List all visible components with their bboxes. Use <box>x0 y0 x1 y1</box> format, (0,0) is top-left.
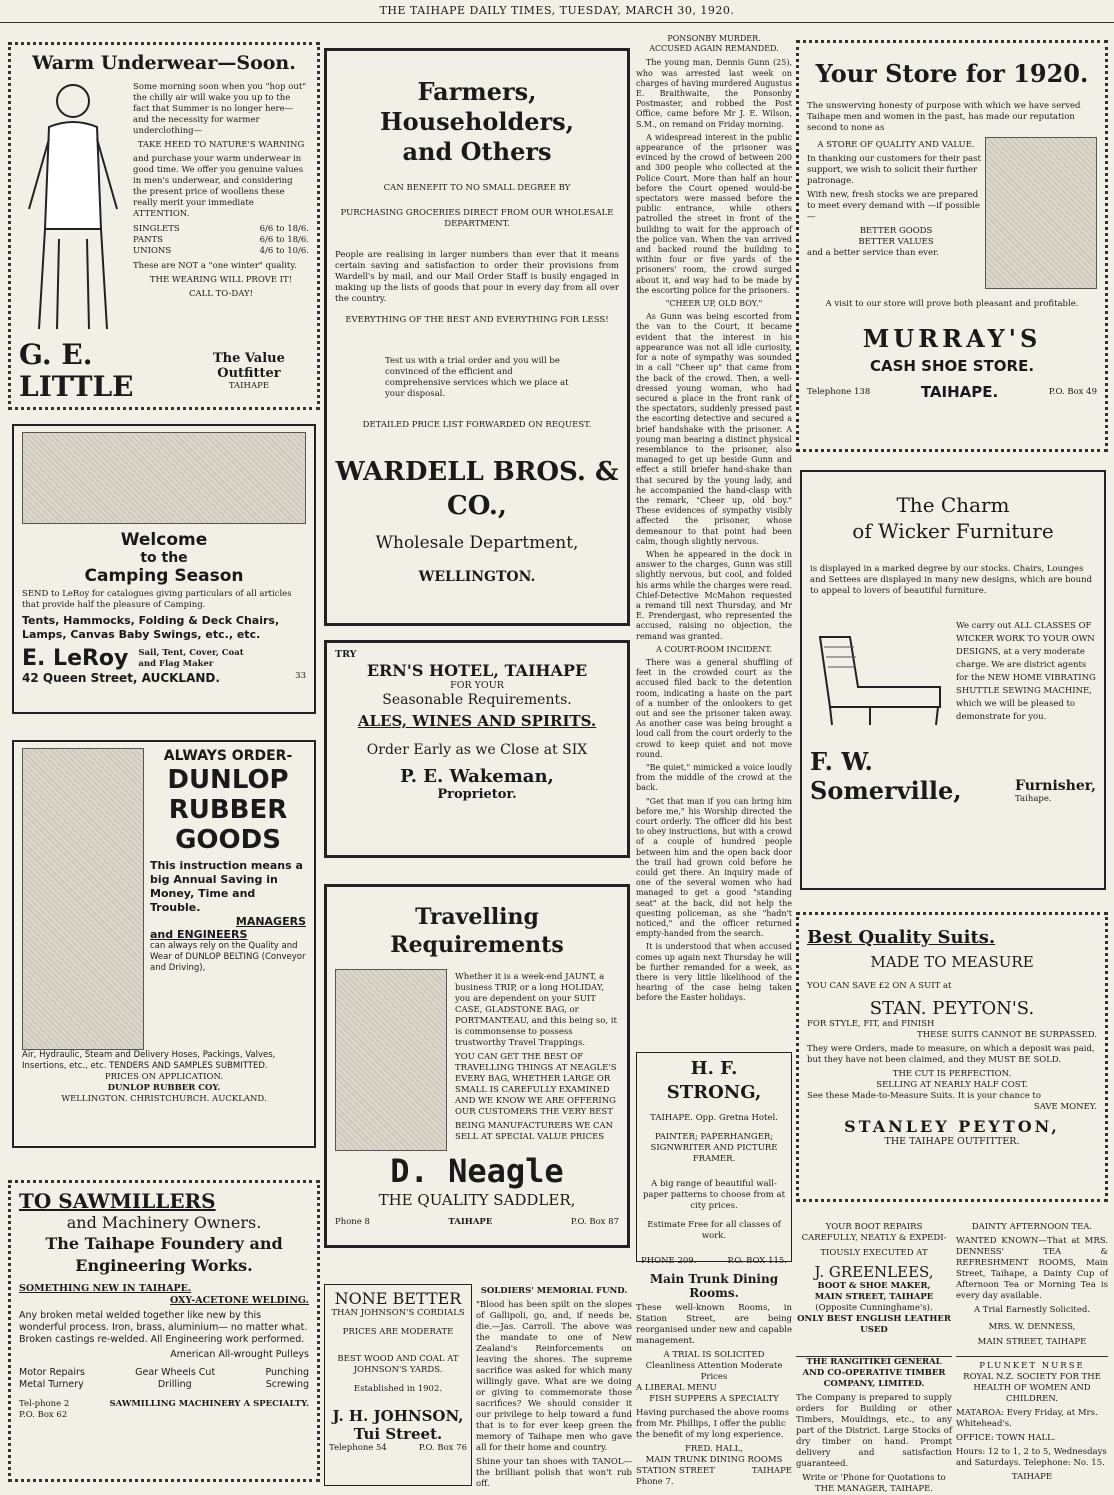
somerville-town: Taihape. <box>1015 794 1052 804</box>
wardell-head-1: Farmers, Householders, <box>379 77 575 136</box>
price-row <box>133 224 309 235</box>
leroy-send: SEND to LeRoy for catalogues giving particulars of all articles that provide half the pleasure of Camping. <box>22 589 292 610</box>
dining-body: These well-known Rooms, in Station Street, are being reorganised under new and capable management. <box>636 1303 792 1346</box>
murray-better-3: and a better service than ever. <box>807 248 939 258</box>
price-range: 6/6 to 18/6. <box>259 224 309 234</box>
ad-afternoon-tea <box>956 1222 1108 1354</box>
peyton-outfitter: THE TAIHAPE OUTFITTER. <box>884 1136 1020 1147</box>
little-call: CALL TO-DAY! <box>188 289 254 299</box>
dining-trial: A TRIAL IS SOLICITED <box>663 1350 765 1360</box>
plunket-town: TAIHAPE <box>1011 1472 1053 1482</box>
greenlees-line-4: BOOT & SHOE MAKER, <box>817 1281 931 1291</box>
news-sub: ACCUSED AGAIN REMANDED. <box>649 44 779 54</box>
murray-store: A STORE OF QUALITY AND VALUE. <box>817 140 975 150</box>
foundry-phone: Tel-phone 2 <box>19 1399 70 1409</box>
strong-range: A big range of beautiful wall-paper patterns to choose from at city prices. <box>642 1179 786 1211</box>
ad-murray <box>796 40 1108 452</box>
somerville-head-1: The Charm <box>896 493 1010 517</box>
murray-phone: Telephone 138 <box>807 386 871 397</box>
wardell-head-2: and Others <box>402 137 552 166</box>
rangitikei-body: The Company is prepared to supply orders for Building or other Timbers, Mouldings, etc., to any part of the District. Large Stocks of dry timber on hand. Prompt delivery and satisfaction guaranteed. <box>796 1393 952 1469</box>
neagle-town: TAIHAPE <box>448 1217 493 1227</box>
little-prove: THE WEARING WILL PROVE IT! <box>149 275 293 285</box>
wardell-dept: Wholesale Department, <box>375 533 579 553</box>
rangitikei-manager: THE MANAGER, TAIHAPE. <box>814 1484 934 1494</box>
little-town: TAIHAPE <box>228 380 270 391</box>
dining-body-2: Having purchased the above rooms from Mr. Phillips, I offer the public the benefit of my long experience. <box>636 1408 789 1440</box>
foundry-item: Motor Repairs <box>19 1367 85 1378</box>
hotel-seasonable: Seasonable Requirements. <box>382 692 572 708</box>
ad-wardell <box>324 48 630 626</box>
foundry-body: Any broken metal welded together like new by this wonderful process. Iron, brass, aluminium— no matter what. Broken castings re-welded. All Engineering work performed. <box>19 1310 308 1345</box>
ad-plunket <box>956 1356 1108 1487</box>
plunket-body: MATAROA: Every Friday, at Mrs. Whitehead's. <box>956 1408 1098 1429</box>
neagle-sub: THE QUALITY SADDLER, <box>378 1191 576 1209</box>
strong-addr: TAIHAPE. Opp. Gretna Hotel. <box>650 1113 778 1123</box>
greenlees-line-3: TIOUSLY EXECUTED AT <box>820 1248 928 1258</box>
dunlop-instruction: This instruction means a big Annual Saving in Money, Time and Trouble. <box>150 859 303 914</box>
strong-trade: PAINTER; PAPERHANGER; SIGNWRITER AND PICTURE FRAMER. <box>650 1132 778 1164</box>
ad-neagle <box>324 884 630 1248</box>
dunlop-corp: DUNLOP RUBBER COY. <box>107 1083 221 1093</box>
neagle-name: D. Neagle <box>390 1152 564 1190</box>
foundry-item: Drilling <box>157 1379 192 1390</box>
peyton-half: SELLING AT NEARLY HALF COST. <box>876 1080 1028 1090</box>
rangitikei-write: Write or 'Phone for Quotations to <box>802 1473 946 1483</box>
dining-head-2: Rooms. <box>689 1286 739 1300</box>
wardell-can: CAN BENEFIT TO NO SMALL DEGREE BY <box>383 183 571 193</box>
johnson-est: Established in 1902. <box>353 1384 443 1394</box>
tea-head: DAINTY AFTERNOON TEA. <box>971 1222 1093 1232</box>
little-heed: TAKE HEED TO NATURE'S WARNING <box>137 140 305 150</box>
wardell-detailed: DETAILED PRICE LIST FORWARDED ON REQUEST. <box>362 420 592 430</box>
johnson-name: J. H. JOHNSON, <box>332 1407 464 1425</box>
murray-intro: The unswerving honesty of purpose with which we have served Taihape men and women in the past, has made our reputation second to none as <box>807 101 1081 133</box>
leroy-season: Camping Season <box>84 566 244 586</box>
johnson-coal: BEST WOOD AND COAL AT JOHNSON'S YARDS. <box>337 1354 459 1375</box>
leroy-name: E. LeRoy <box>22 646 129 671</box>
peyton-surpass: THESE SUITS CANNOT BE SURPASSED. <box>917 1030 1097 1040</box>
neagle-body-3: BEING MANUFACTURERS WE CAN SELL AT SPECIAL VALUE PRICES <box>455 1121 614 1142</box>
foundry-item: Punching <box>265 1367 309 1378</box>
peyton-body: They were Orders, made to measure, on which a deposit was paid, but they have not been claimed, and they MUST BE SOLD. <box>807 1044 1095 1065</box>
dining-phone: Phone 7. <box>636 1477 674 1487</box>
tea-street: MAIN STREET, TAIHAPE <box>977 1337 1087 1347</box>
dunlop-cities: WELLINGTON. CHRISTCHURCH. AUCKLAND. <box>61 1094 267 1104</box>
dunlop-managers: MANAGERS <box>235 915 306 928</box>
ad-dining <box>636 1272 792 1486</box>
neagle-man-illustration <box>335 969 447 1151</box>
strong-name: H. F. STRONG, <box>666 1058 762 1103</box>
news-incident: A COURT-ROOM INCIDENT. <box>656 644 772 654</box>
johnson-phone: Telephone 54 <box>329 1443 387 1453</box>
dunlop-always: ALWAYS ORDER- <box>163 748 293 764</box>
dining-head-1: Main Trunk Dining <box>649 1272 779 1286</box>
dunlop-brand-3: GOODS <box>175 825 281 855</box>
plunket-society: ROYAL N.Z. SOCIETY FOR THE HEALTH OF WOMEN AND CHILDREN. <box>963 1372 1101 1404</box>
murray-ladies-illustration <box>985 137 1097 289</box>
ad-peyton <box>796 912 1108 1202</box>
price-range: 6/6 to 18/6. <box>259 235 309 245</box>
strong-box: P.O. BOX 115. <box>727 1256 787 1266</box>
tea-name: MRS. W. DENNESS, <box>988 1322 1076 1332</box>
little-quality: These are NOT a "one winter" quality. <box>133 261 297 271</box>
ad-johnson <box>324 1284 472 1486</box>
news-p5: There was a general shuffling of feet in the crowded court as the accused filed back to the detention room, indicating a haste on the part of a number of the onlookers to get out and see the prisoner taken away. As another case was being brought a loud call from the court orderly to the crowd to keep quiet and not move round. <box>636 657 792 759</box>
hotel-title: Proprietor. <box>437 787 517 802</box>
hotel-ales: ALES, WINES AND SPIRITS. <box>357 712 597 730</box>
greenlees-line-6: (Opposite Cunninghame's). <box>815 1303 933 1313</box>
foundry-item: Gear Wheels Cut <box>135 1367 216 1378</box>
article-memorial <box>476 1286 632 1489</box>
murray-better-2: BETTER VALUES <box>858 237 934 247</box>
news-p3: As Gunn was being escorted from the van to the Court, it became evident that the interest in his appearance was not all idle curiosity, for a note of sympathy was sounded in a call "Cheer up" that came from the back of the crowd. Then, a well-dressed young woman, who had secured a place in the front rank of the spectators, suddenly pressed past the escorting detective and secured a brief handshake with the prisoner. A young man bearing a distinct physical resemblance to the prisoner, also managed to get up beside Gunn and effect a still briefer hand-shake than that secured by the young lady, and he accompanied the hand-clasp with the remark, "Cheer up, old boy." These evidences of sympathy visibly affected the prisoner, whose demeanour to that point had been calm, though slightly nervous. <box>636 312 792 546</box>
dining-menu: A LIBERAL MENU <box>636 1383 717 1393</box>
plunket-head: PLUNKET NURSE <box>979 1361 1085 1371</box>
wicker-chair-illustration <box>810 617 948 727</box>
little-title: Warm Underwear—Soon. <box>32 52 296 74</box>
wardell-every: EVERYTHING OF THE BEST AND EVERYTHING FOR LESS! <box>345 315 609 325</box>
peyton-save: YOU CAN SAVE £2 ON A SUIT at <box>807 981 952 991</box>
little-tagline: The Value Outfitter <box>212 350 285 381</box>
dining-street: STATION STREET <box>636 1466 715 1476</box>
ad-greenlees <box>796 1222 952 1352</box>
neagle-phone: Phone 8 <box>335 1217 370 1227</box>
peyton-money: SAVE MONEY. <box>1033 1102 1097 1112</box>
ad-little <box>8 42 320 410</box>
somerville-body: We carry out ALL CLASSES OF WICKER WORK TO YOUR OWN DESIGNS, at a very moderate charge. We are district agents for the NEW HOME VIBRATING SHUTTLE SEWING MACHINE, which we will be pleased to demonstrate for you. <box>956 621 1096 722</box>
little-name: G. E. LITTLE <box>19 338 134 403</box>
news-p8: It is understood that when accused comes up again next Thursday he will be further remanded for a week, as there is very little likelihood of the hearing of the case being taken before the Easter holidays. <box>636 942 792 1003</box>
foundry-specialty: SAWMILLING MACHINERY A SPECIALTY. <box>109 1399 309 1409</box>
somerville-head-2: of Wicker Furniture <box>852 519 1054 543</box>
price-range: 4/6 to 10/6. <box>259 246 309 256</box>
price-row <box>133 246 309 257</box>
dining-owner: FRED. HALL, <box>685 1444 743 1454</box>
foundry-item: Metal Turnery <box>19 1379 84 1390</box>
johnson-cordials: THAN JOHNSON'S CORDIALS <box>331 1308 465 1318</box>
hotel-order: Order Early as we Close at SIX <box>366 742 588 758</box>
hotel-name: ERN'S HOTEL, TAIHAPE <box>366 661 588 680</box>
dunlop-worker-illustration <box>22 748 144 1050</box>
wardell-name: WARDELL BROS. & CO., <box>335 457 619 521</box>
plunket-hours: Hours: 12 to 1, 2 to 5, Wednesdays and Saturdays. Telephone: No. 15. <box>956 1447 1107 1468</box>
foundry-line-1 <box>19 1367 309 1379</box>
dunlop-brand-2: RUBBER <box>168 795 288 825</box>
greenlees-name: J. GREENLEES, <box>814 1263 934 1281</box>
foundry-pulleys: American All-wrought Pulleys <box>170 1349 309 1360</box>
plunket-office: OFFICE: TOWN HALL. <box>956 1433 1056 1443</box>
price-item: PANTS <box>133 235 164 245</box>
murray-better-1: BETTER GOODS <box>859 226 933 236</box>
strong-est: Estimate Free for all classes of work. <box>647 1220 781 1241</box>
foundry-new: SOMETHING NEW IN TAIHAPE. <box>19 1283 192 1294</box>
somerville-intro: is displayed in a marked degree by our stocks. Chairs, Lounges and Settees are displayed in many new designs, which are bound to appeal to lovers of beautiful furniture. <box>810 564 1093 596</box>
leroy-code: 33 <box>295 671 306 681</box>
dunlop-brand-1: DUNLOP <box>167 765 289 795</box>
leroy-address: 42 Queen Street, AUCKLAND. <box>22 671 220 685</box>
foundry-name-2: Engineering Works. <box>75 1256 253 1275</box>
price-item: UNIONS <box>133 246 172 256</box>
dining-fish: FISH SUPPERS A SPECIALTY <box>649 1394 779 1404</box>
foundry-name-1: The Taihape Foundery and <box>45 1234 283 1253</box>
leroy-goods: Tents, Hammocks, Folding & Deck Chairs, Lamps, Canvas Baby Swings, etc., etc. <box>22 614 280 641</box>
peyton-cut: THE CUT IS PERFECTION. <box>892 1069 1012 1079</box>
peyton-style: FOR STYLE, FIT, and FINISH <box>807 1019 935 1029</box>
little-intro: Some morning soon when you "hop out" the chilly air will wake you up to the fact that Summer is no longer here—and the necessity for warmer underclothing— <box>133 82 307 136</box>
somerville-name: F. W. Somerville, <box>810 747 962 805</box>
wardell-purchase: PURCHASING GROCERIES DIRECT FROM OUR WHOLESALE DEPARTMENT. <box>340 208 614 229</box>
dining-town: TAIHAPE <box>751 1466 792 1476</box>
foundry-item: Screwing <box>265 1379 309 1390</box>
johnson-box: P.O. Box 76 <box>418 1443 467 1453</box>
neagle-body-1: Whether it is a week-end JAUNT, a business TRIP, or a long HOLIDAY, you are dependent on your SUIT CASE, GLADSTONE BAG, or PORTMANTEAU, and this being so, it is commonsense to possess trustworthy Travel Trappings. <box>455 972 617 1048</box>
dining-clean: Cleanliness Attention Moderate Prices <box>645 1361 783 1382</box>
greenlees-line-7: ONLY BEST ENGLISH LEATHER USED <box>797 1314 951 1335</box>
peyton-signature: STANLEY PEYTON, <box>844 1117 1060 1136</box>
murray-thank: In thanking our customers for their past support, we wish to solicit their further patronage. <box>807 154 981 186</box>
news-head: PONSONBY MURDER. <box>667 34 761 43</box>
article-ponsonby-murder <box>636 34 792 1044</box>
news-p6: "Be quiet," mimicked a voice loudly from the middle of the crowd at the back. <box>636 763 792 793</box>
murray-fresh: With new, fresh stocks we are prepared to meet every demand with —if possible— <box>807 190 980 222</box>
price-row <box>133 235 309 246</box>
murray-cash: CASH SHOE STORE. <box>869 357 1035 375</box>
johnson-street: Tui Street. <box>353 1425 443 1443</box>
peyton-see: See these Made-to-Measure Suits. It is your chance to <box>807 1091 1041 1101</box>
dunlop-rely: can always rely on the Quality and Wear of DUNLOP BELTING (Conveyor and Driving), <box>150 941 306 973</box>
ad-rangitikei <box>796 1356 952 1494</box>
murray-town: TAIHAPE. <box>920 383 999 401</box>
memorial-title: SOLDIERS' MEMORIAL FUND. <box>480 1286 628 1296</box>
strong-phone: PHONE 209. <box>641 1256 697 1266</box>
ad-hotel <box>324 640 630 858</box>
tea-trial: A Trial Earnestly Solicited. <box>973 1305 1091 1315</box>
leroy-to-the: to the <box>140 550 188 566</box>
foundry-oxy: OXY-ACETONE WELDING. <box>169 1295 309 1306</box>
greenlees-line-5: MAIN STREET, TAIHAPE <box>814 1292 934 1302</box>
somerville-trade: Furnisher, <box>1015 778 1096 794</box>
foundry-sub: and Machinery Owners. <box>66 1213 262 1232</box>
ad-dunlop <box>12 740 316 1148</box>
johnson-head: NONE BETTER <box>334 1289 462 1308</box>
ad-leroy <box>12 424 316 714</box>
man-in-underwear-illustration <box>19 79 127 339</box>
news-p4: When he appeared in the dock in answer to the charges, Gunn was still slightly nervous, but cool, and folded his arms while the charges were read. Chief-Detective McMahon requested a remand till next Thursday, and Mr E. Prendergast, who represented the accused, raising no objection, the remand was granted. <box>636 549 792 641</box>
greenlees-line-1: YOUR BOOT REPAIRS <box>825 1222 923 1232</box>
price-item: SINGLETS <box>133 224 180 234</box>
dunlop-items: Air, Hydraulic, Steam and Delivery Hoses, Packings, Valves, Insertions, etc., etc. TENDERS AND SAMPLES SUBMITTED. <box>22 1050 276 1071</box>
masthead: THE TAIHAPE DAILY TIMES, TUESDAY, MARCH 30, 1920. <box>0 0 1114 23</box>
rangitikei-head: THE RANGITIKEI GENERAL AND CO-OPERATIVE TIMBER COMPANY, LIMITED. <box>802 1357 946 1389</box>
wardell-body: People are realising in larger numbers than ever that it means certain saving and satisfaction to order their provisions from Wardell's by mail, and our Mail Order Staff is busily engaged in making up the lists of goods that pour in every day from all over the country. <box>335 250 619 304</box>
peyton-name: STAN. PEYTON'S. <box>869 998 1035 1019</box>
peyton-head: Best Quality Suits. <box>807 927 996 948</box>
camping-illustration <box>22 432 306 524</box>
memorial-body: "Blood has been spilt on the slopes of Gallipoli, go, and, if needs be, die.—Jas. Carroll. The above was the mandate to one of New Zealand's Reinforcements on leaving the shores. The supreme sacrifice was asked for which many willingly gave. What are we doing or giving to commemorate those sacrifices? We should consider it our privilege to help toward a fund that is to for ever keep green the memory of Taihape men who gave all for their home and country. <box>476 1300 632 1453</box>
murray-head: Your Store for 1920. <box>815 59 1089 88</box>
foundry-title: TO SAWMILLERS <box>19 1189 216 1213</box>
johnson-prices: PRICES ARE MODERATE <box>342 1327 454 1337</box>
neagle-body-2: YOU CAN GET THE BEST OF TRAVELLING THINGS AT NEAGLE'S EVERY BAG, WHETHER LARGE OR SMALL IS CAREFULLY EXAMINED AND WE KNOW WE ARE OFFERING OUR CUSTOMERS THE VERY BEST <box>455 1052 617 1117</box>
ad-somerville <box>800 470 1106 890</box>
ad-strong <box>636 1052 792 1266</box>
murray-name: MURRAY'S <box>862 324 1042 353</box>
news-cheer: "CHEER UP, OLD BOY." <box>665 299 763 309</box>
peyton-measure: MADE TO MEASURE <box>870 953 1034 971</box>
hotel-try: TRY <box>335 649 357 660</box>
memorial-tanol: Shine your tan shoes with TANOL—the brilliant polish that won't rub off. <box>476 1457 632 1489</box>
neagle-head: Travelling Requirements <box>390 904 564 958</box>
wardell-city: WELLINGTON. <box>418 569 536 585</box>
foundry-box: P.O. Box 62 <box>19 1410 68 1420</box>
hotel-for: FOR YOUR <box>450 680 504 691</box>
murray-visit: A visit to our store will prove both pleasant and profitable. <box>825 299 1079 309</box>
neagle-box: P.O. Box 87 <box>570 1217 619 1227</box>
leroy-welcome: Welcome <box>120 530 208 550</box>
wardell-test: Test us with a trial order and you will be convinced of the efficient and comprehensive services which we place at your disposal. <box>385 356 569 399</box>
ad-foundry <box>8 1180 320 1482</box>
dunlop-prices: PRICES ON APPLICATION. <box>104 1072 224 1082</box>
leroy-trade: Sail, Tent, Cover, Coat and Flag Maker <box>138 647 244 669</box>
little-price-list <box>133 224 309 257</box>
foundry-line-2 <box>19 1379 309 1391</box>
news-p2: A widespread interest in the public appearance of the prisoner was evinced by the crowd of between 200 and 300 people who collected at the Police Court. More than half an hour before the Court opened would-be spectators were massed before the public entrance, while others patrolled the street in front of the building to wait for the approach of the police van. When the van arrived and backed round the building to within four or five yards of the prisoners' room, the crowd surged about it, and way had to be made by the escorting police for the prisoners. <box>636 132 792 295</box>
murray-box: P.O. Box 49 <box>1048 386 1097 397</box>
news-p1: The young man, Dennis Gunn (25), who was arrested last week on charges of having murdered Augustus E. Braithwaite, the Ponsonby Postmaster, and robbed the Post Office, came before Mr J. E. Wilson, S.M., on remand on Friday morning. <box>636 58 792 129</box>
news-p7: "Get that man if you can bring him before me," his Worship directed the court orderly. The officer did his best to obey instructions, but with a crowd of a couple of hundred people between him and the open back door the trail had grown cold before he could get there. An inquiry made of one of the several women who had managed to get a good "standing seat" at the back, did not help the questing policeman, as she "hadn't noticed," and the officer returned empty-handed from the search. <box>636 796 792 939</box>
little-body: and purchase your warm underwear in good time. We offer you genuine values in men's underwear, and considering the present price of woollens these really merit your immediate ATTENTION. <box>133 154 304 219</box>
dining-rooms: MAIN TRUNK DINING ROOMS <box>645 1455 783 1465</box>
greenlees-line-2: CAREFULLY, NEATLY & EXPEDI- <box>801 1233 947 1243</box>
dunlop-engineers: and ENGINEERS <box>150 928 248 941</box>
tea-body: WANTED KNOWN—That at MRS. DENNESS' TEA & REFRESHMENT ROOMS, Main Street, Taihape, a Dainty Cup of Afternoon Tea or Morning Tea is every day available. <box>956 1236 1108 1301</box>
hotel-owner: P. E. Wakeman, <box>400 766 554 787</box>
